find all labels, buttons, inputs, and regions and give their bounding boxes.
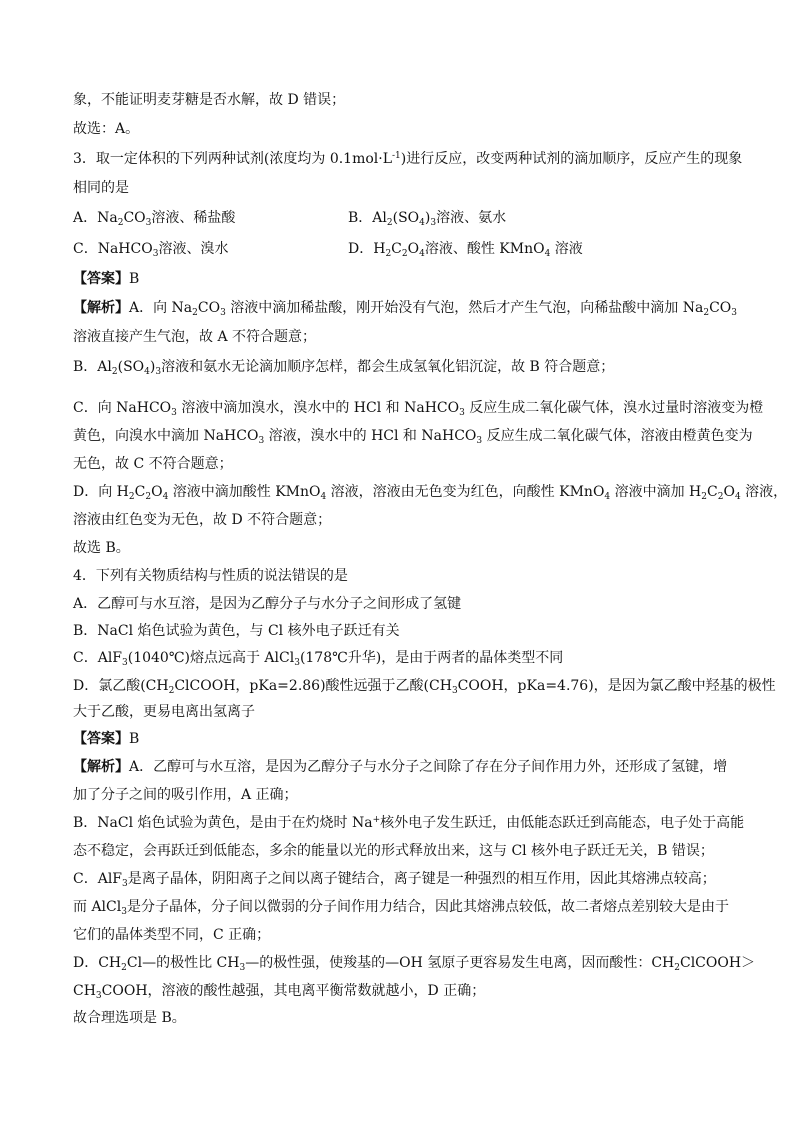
text-run: 2 — [386, 218, 393, 228]
q3-analysis-d-line-2 — [73, 510, 331, 530]
text-run: 2 — [121, 963, 127, 973]
text-run: 2 — [168, 686, 175, 696]
q3-option-a — [73, 208, 235, 228]
text-run: (SO — [117, 359, 145, 375]
text-run: 相同的是 — [73, 180, 129, 196]
text-run: 3．取一定体积的下列两种试剂(浓度均为 0.1mol·L — [73, 151, 393, 167]
text-run: 4．下列有关物质结构与性质的说法错误的是 — [73, 568, 348, 584]
prev-answer-tail — [73, 90, 345, 110]
q4-analysis-b-line-1 — [73, 813, 744, 833]
text-run: 加了分子之间的吸引作用，A 正确； — [73, 787, 298, 803]
text-run: 而 AlCl — [73, 899, 122, 915]
text-run: 2 — [145, 492, 152, 502]
text-run: 4 — [419, 249, 425, 259]
text-run: A．Na — [73, 210, 118, 226]
q3-analysis-a-line-2 — [73, 327, 316, 347]
q3-conclusion — [73, 538, 130, 558]
text-run: D．H — [348, 241, 386, 257]
text-run: 【解析】 — [73, 759, 129, 775]
text-run: 3 — [155, 367, 162, 377]
text-run: 溶液，溶液由无色变为红色，向酸性 KMnO — [326, 484, 605, 500]
text-run: 3 — [145, 218, 152, 228]
text-run: 3 — [220, 308, 226, 318]
text-run: 4 — [144, 367, 150, 377]
text-run: 溶液中滴加酸性 KMnO — [168, 484, 321, 500]
text-run: O — [407, 241, 420, 257]
q4-option-b — [73, 621, 400, 641]
text-run: 大于乙酸，更易电离出氢离子 — [73, 704, 255, 720]
q3-option-d — [348, 239, 583, 259]
text-run: 【解析】 — [73, 300, 129, 316]
text-run: COOH，pKa=4.76)，是因为氯乙酸中羟基的极性 — [457, 678, 776, 694]
text-run: 黄色，向溴水中滴加 NaHCO — [73, 428, 259, 444]
text-run: B．Al — [73, 359, 112, 375]
text-run: C．向 NaHCO — [73, 400, 172, 416]
text-run: 溶液、氨水 — [436, 210, 507, 226]
q3-analysis-c-line-3 — [73, 454, 233, 474]
text-run: A．乙醇可与水互溶，是因为乙醇分子与水分子之间除了存在分子间作用力外，还形成了氢键，增 — [129, 759, 728, 775]
text-run: 3 — [451, 686, 458, 696]
text-run: B．NaCl 焰色试验为黄色，是由于在灼烧时 Na — [73, 815, 373, 831]
q4-analysis-c-line-3 — [73, 925, 270, 945]
text-run: 4 — [419, 218, 425, 228]
text-run: —的极性强，使羧基的—OH 氢原子更容易发生电离，因而酸性：CH — [245, 955, 675, 971]
q3-answer — [73, 269, 139, 289]
text-run: 3 — [731, 308, 738, 318]
text-run: C — [707, 484, 718, 500]
text-run: C — [391, 241, 402, 257]
text-run: ) — [424, 210, 431, 226]
text-run: ClCOOH＞ — [679, 955, 756, 971]
text-run: 反应生成二氧化碳气体，溴水过量时溶液变为橙 — [464, 400, 764, 416]
text-run: 4 — [320, 492, 327, 502]
text-run: C — [134, 484, 146, 500]
text-run: CO — [709, 300, 732, 316]
q4-analysis-d-line-1 — [73, 953, 755, 973]
text-run: 3 — [258, 436, 265, 446]
text-run: 溶液和氨水无论滴加顺序怎样，都会生成氢氧化铝沉淀，故 B 符合题意； — [161, 359, 615, 375]
text-run: 核外电子发生跃迁，由低能态跃迁到高能态，电子处于高能 — [380, 815, 745, 831]
q3-stem-line-2 — [73, 178, 129, 198]
text-run: 是离子晶体，阴阳离子之间以离子键结合，离子键是一种强烈的相互作用，因此其熔沸点较高； — [127, 871, 716, 887]
q4-option-d-line-2 — [73, 702, 255, 722]
text-run: COOH，溶液的酸性越强，其电离平衡常数就越小，D 正确； — [101, 983, 486, 999]
text-run: 2 — [128, 492, 135, 502]
text-run: 溶液、稀盐酸 — [151, 210, 236, 226]
prev-conclusion — [73, 119, 139, 139]
text-run: CH — [73, 983, 96, 999]
text-run: 【答案】 — [73, 271, 129, 287]
q3-stem-line-1 — [73, 149, 742, 169]
text-run: 溶液， — [740, 484, 788, 500]
text-run: -1 — [392, 151, 401, 161]
text-run: B．Al — [348, 210, 387, 226]
text-run: 2 — [674, 963, 680, 973]
text-run: A．向 Na — [129, 300, 193, 316]
text-run: 3 — [459, 408, 465, 418]
q4-analysis-a-line-1 — [73, 757, 727, 777]
text-run: 故合理选项是 B。 — [73, 1010, 186, 1026]
q3-analysis-b — [73, 357, 614, 377]
text-run: 3 — [171, 408, 177, 418]
text-run: CO — [123, 210, 146, 226]
text-run: 溶液 — [550, 241, 583, 257]
text-run: (178℃升华)，是由于两者的晶体类型不同 — [299, 650, 564, 666]
text-run: 3 — [122, 658, 128, 668]
text-run: + — [372, 815, 381, 825]
text-run: 2 — [385, 249, 392, 259]
text-run: O — [151, 484, 163, 500]
q3-option-c — [73, 239, 228, 259]
q3-analysis-d-line-1 — [73, 482, 787, 502]
text-run: D．CH — [73, 955, 122, 971]
text-run: 4 — [604, 492, 611, 502]
text-run: B — [129, 731, 140, 747]
text-run: 3 — [430, 218, 437, 228]
text-run: C．NaHCO — [73, 241, 153, 257]
text-run: 3 — [152, 249, 159, 259]
text-run: D．向 H — [73, 484, 129, 500]
q4-analysis-b-line-2 — [73, 841, 714, 861]
text-run: Cl—的极性比 CH — [126, 955, 240, 971]
q4-stem — [73, 566, 348, 586]
q4-analysis-c-line-2 — [73, 897, 729, 917]
text-run: B — [129, 271, 140, 287]
q3-analysis-c-line-1 — [73, 398, 763, 418]
text-run: 3 — [95, 991, 102, 1001]
text-run: CO — [197, 300, 221, 316]
text-run: 4 — [734, 492, 741, 502]
text-run: A．乙醇可与水互溶，是因为乙醇分子与水分子之间形成了氢键 — [73, 596, 462, 612]
text-run: 2 — [117, 218, 124, 228]
text-run: 3 — [294, 658, 300, 668]
text-run: 2 — [703, 308, 710, 318]
text-run: 2 — [701, 492, 707, 502]
text-run: 3 — [121, 907, 127, 917]
q4-analysis-d-line-2 — [73, 981, 485, 1001]
q3-analysis-a-line-1 — [73, 298, 737, 318]
text-run: 2 — [401, 249, 408, 259]
text-run: 2 — [111, 367, 118, 377]
text-run: 溶液、酸性 KMnO — [424, 241, 545, 257]
q4-answer — [73, 729, 139, 749]
text-run: 2 — [717, 492, 724, 502]
text-run: 溶液中滴加 H — [610, 484, 702, 500]
q4-analysis-a-line-2 — [73, 785, 298, 805]
text-run: 溶液中滴加溴水，溴水中的 HCl 和 NaHCO — [176, 400, 460, 416]
q4-option-c — [73, 648, 563, 668]
q4-option-d-line-1 — [73, 676, 776, 696]
text-run: O — [723, 484, 735, 500]
text-run: 是分子晶体，分子间以微弱的分子间作用力结合，因此其熔沸点较低，故二者熔点差别较大是由于 — [126, 899, 729, 915]
text-run: C．AlF — [73, 871, 123, 887]
text-run: 3 — [122, 879, 128, 889]
text-run: 4 — [162, 492, 169, 502]
text-run: 象，不能证明麦芽糖是否水解，故 D 错误； — [73, 92, 346, 108]
text-run: 3 — [239, 963, 246, 973]
text-run: (1040℃)熔点远高于 AlCl — [127, 650, 295, 666]
text-run: 2 — [192, 308, 198, 318]
q4-option-a — [73, 594, 461, 614]
q3-option-b — [348, 208, 506, 228]
q4-analysis-c-line-1 — [73, 869, 716, 889]
text-run: 溶液中滴加稀盐酸，刚开始没有气泡，然后才产生气泡，向稀盐酸中滴加 Na — [225, 300, 704, 316]
text-run: 态不稳定，会再跃迁到低能态，多余的能量以光的形式释放出来，这与 Cl 核外电子跃迁无关，B 错误； — [73, 843, 714, 859]
text-run: 故选：A。 — [73, 121, 140, 137]
text-run: ClCOOH，pKa=2.86)酸性远强于乙酸(CH — [174, 678, 452, 694]
q3-analysis-c-line-2 — [73, 426, 753, 446]
text-run: (SO — [392, 210, 420, 226]
q4-conclusion — [73, 1008, 186, 1028]
text-run: 溶液，溴水中的 HCl 和 NaHCO — [264, 428, 477, 444]
text-run: D．氯乙酸(CH — [73, 678, 169, 694]
text-run: 溶液由红色变为无色，故 D 不符合题意； — [73, 512, 332, 528]
text-run: 【答案】 — [73, 731, 129, 747]
text-run: 反应生成二氧化碳气体，溶液由橙黄色变为 — [482, 428, 753, 444]
text-run: 故选 B。 — [73, 540, 130, 556]
text-run: 无色，故 C 不符合题意； — [73, 456, 233, 472]
text-run: 它们的晶体类型不同，C 正确； — [73, 927, 271, 943]
text-run: 溶液直接产生气泡，故 A 不符合题意； — [73, 329, 317, 345]
text-run: ) — [149, 359, 156, 375]
text-run: C．AlF — [73, 650, 123, 666]
text-run: 溶液、溴水 — [158, 241, 229, 257]
text-run: 3 — [476, 436, 483, 446]
text-run: )进行反应，改变两种试剂的滴加顺序，反应产生的现象 — [400, 151, 743, 167]
text-run: 4 — [544, 249, 551, 259]
text-run: B．NaCl 焰色试验为黄色，与 Cl 核外电子跃迁有关 — [73, 623, 400, 639]
